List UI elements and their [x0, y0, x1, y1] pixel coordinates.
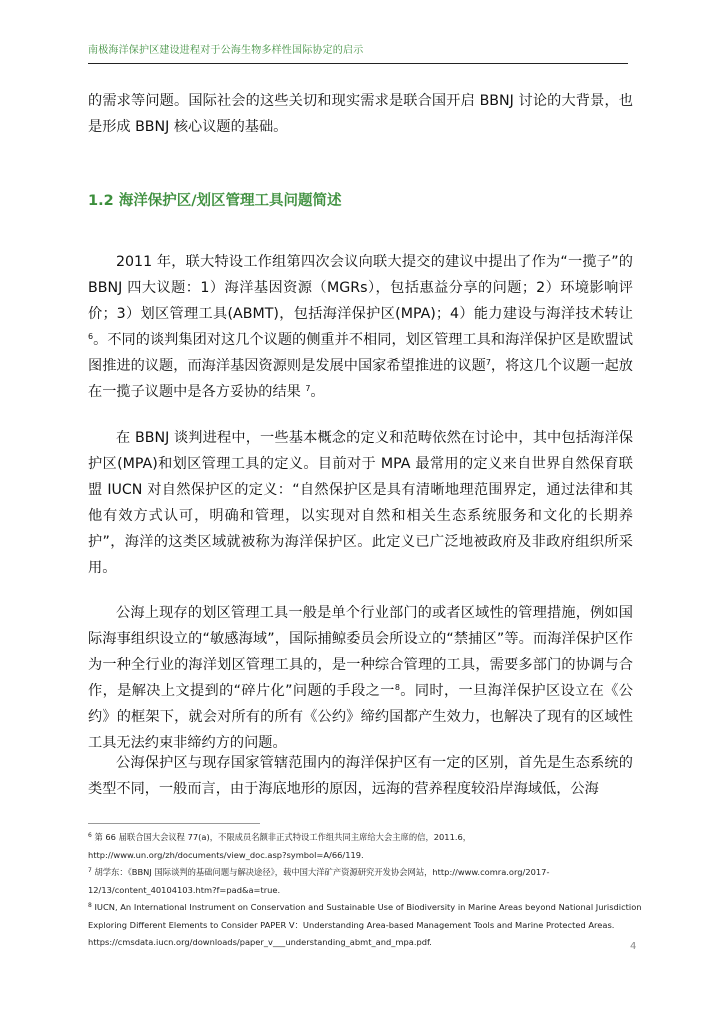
- footnote-divider: [88, 823, 260, 824]
- paragraph-text: 。不同的谈判集团对这几个议题的侧重并不相同，划区管理工具和海洋保护区是欧盟试图推进的议题，而海洋基因资源则是发展中国家希望推进的议题: [88, 332, 633, 374]
- header-divider: [88, 63, 628, 64]
- footnote-6-marker: 6: [88, 832, 92, 839]
- footnote-8-text: IUCN, An International Instrument on Conservation and Sustainable Use of Biodiversity in Marine Areas beyond National Jurisdiction: [91, 902, 642, 912]
- running-header-title: 南极海洋保护区建设进程对于公海生物多样性国际协定的启示: [88, 45, 364, 56]
- paragraph-text: 。同时，一旦海洋保护区设立在《公约》的框架下，就会对所有的所有《公约》缔约国都产生效力，也解决了现有的区域性工具无法约束非缔约方的问题。: [88, 683, 633, 751]
- footnote-7-text[interactable]: 胡学东：《BBNJ 国际谈判的基础问题与解决途径》，载中国大洋矿产资源研究开发协会网站，http://www.comra.org/2017-: [91, 867, 550, 877]
- footnote-ref-7-repeat[interactable]: 7: [305, 384, 311, 393]
- paragraph-abmt-tools: [88, 600, 633, 756]
- footnote-6-link[interactable]: http://www.un.org/zh/documents/view_doc.asp?symbol=A/66/119.: [88, 849, 364, 860]
- footnote-8-link[interactable]: https://cmsdata.iucn.org/downloads/paper_v___understanding_abmt_and_mpa.pdf.: [88, 937, 432, 947]
- paragraph-text: 公海上现存的划区管理工具一般是单个行业部门的或者区域性的管理措施，例如国际海事组织设立的“敏感海域”，国际捕鲸委员会所设立的“禁捕区”等。而海洋保护区作为一种全行业的海洋划区管理工具的，是一种综合管理的工具，需要多部门的协调与合作，是解决上文提到的“碎片化”问题的手段之一: [88, 605, 633, 699]
- section-heading: 1.2 海洋保护区/划区管理工具问题简述: [88, 193, 342, 209]
- footnote-7-link[interactable]: 12/13/content_40104103.htm?f=pad&a=true.: [88, 884, 281, 895]
- paragraph-text: 。: [310, 384, 325, 400]
- footnote-ref-8[interactable]: 8: [394, 683, 400, 692]
- footnote-7-marker: 7: [88, 867, 92, 874]
- footnote-6: [88, 829, 648, 847]
- footnote-ref-6[interactable]: 6: [88, 332, 94, 341]
- footnote-ref-7[interactable]: 7: [485, 358, 491, 367]
- footnote-6-text: 第 66 届联合国大会议程 77(a)，不限成员名额非正式特设工作组共同主席给大会主席的信，2011.6，: [91, 832, 472, 842]
- footnote-8-text-continued: Exploring Different Elements to Consider PAPER V：Understanding Area-based Management Tools and Marine Protected Areas.: [88, 919, 615, 930]
- paragraph-text: 2011 年，联大特设工作组第四次会议向联大提交的建议中提出了作为“一揽子”的 BBNJ 四大议题：1）海洋基因资源（MGRs），包括惠益分享的问题；2）环境影响评价；3）划区管理工具(ABMT)，包括海洋保护区(MPA)；4）能力建设与海洋技术转让: [88, 254, 633, 322]
- paragraph-mpa-definition: 在 BBNJ 谈判进程中，一些基本概念的定义和范畴依然在讨论中，其中包括海洋保护区(MPA)和划区管理工具的定义。目前对于 MPA 最常用的定义来自世界自然保育联盟 IUCN 对自然保护区的定义：“自然保护区是具有清晰地理范围界定，通过法律和其他有效方式认可，明确和管理，以实现对自然和相关生态系统服务和文化的长期养护”，海洋的这类区域就被称为海洋保护区。此定义已广泛地被政府及非政府组织所采用。: [88, 430, 633, 576]
- footnote-8: [88, 899, 648, 917]
- paragraph-continuation: 的需求等问题。国际社会的这些关切和现实需求是联合国开启 BBNJ 讨论的大背景，也是形成 BBNJ 核心议题的基础。: [88, 93, 633, 135]
- footnotes: [88, 829, 648, 952]
- footnote-7: [88, 864, 648, 882]
- paragraph-high-seas-mpa: 公海保护区与现存国家管辖范围内的海洋保护区有一定的区别，首先是生态系统的类型不同，一般而言，由于海底地形的原因，远海的营养程度较沿岸海域低，公海: [88, 755, 633, 797]
- footnote-8-marker: 8: [88, 902, 92, 909]
- page-number: 4: [630, 941, 637, 952]
- paragraph-abnj-topics: [88, 249, 633, 405]
- paragraph-text: ，将这几个议题一起放在一揽子议题中是各方妥协的结果: [88, 358, 633, 400]
